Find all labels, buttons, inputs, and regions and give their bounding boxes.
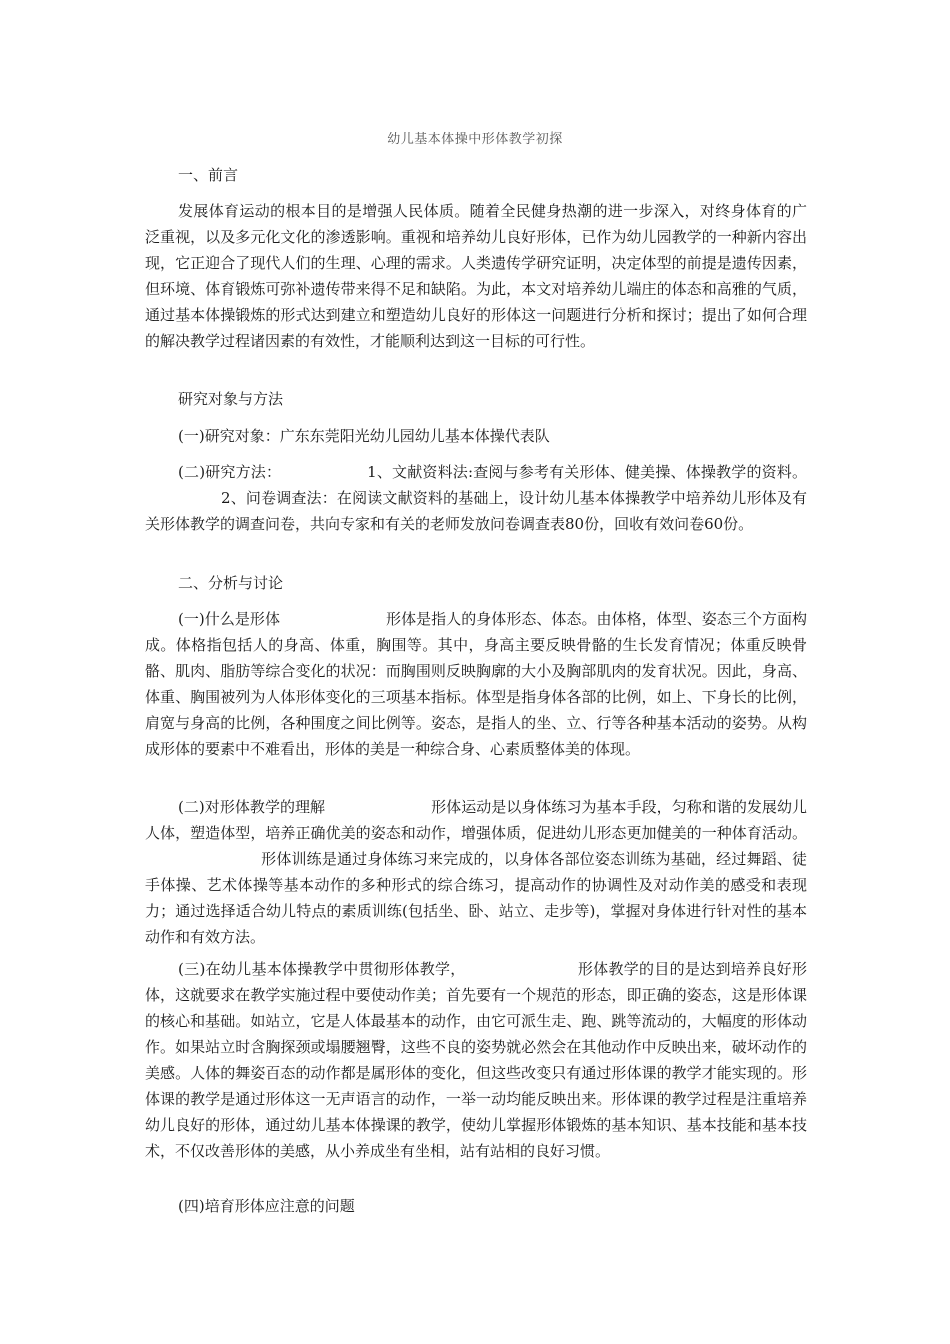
- understanding-body-2: 形体训练是通过身体练习来完成的，以身体各部位姿态训练为基础，经过舞蹈、徒手体操、艺术体操等基本动作的多种形式的综合练习，提高动作的协调性及对动作美的感受和表现力；通过选择适合幼儿特点的素质训练(包括坐、卧、站立、走步等)，掌握对身体进行针对性的基本动作和有效方法。: [145, 850, 807, 946]
- implementation-paragraph: [145, 956, 807, 1164]
- what-is-form-body: 形体是指人的身体形态、体态。由体格，体型、姿态三个方面构成。体格指包括人的身高、体重，胸围等。其中，身高主要反映骨骼的生长发育情况；体重反映骨骼、肌肉、脂肪等综合变化的状况：而胸围则反映胸廓的大小及胸部肌肉的发育状况。因此，身高、体重、胸围被列为人体形体变化的三项基本指标。体型是指身体各部的比例，如上、下身长的比例，肩宽与身高的比例，各种围度之间比例等。姿态，是指人的坐、立、行等各种基本活动的姿势。从构成形体的要素中不难看出，形体的美是一种综合身、心素质整体美的体现。: [145, 610, 807, 758]
- what-is-form-label: (一)什么是形体: [178, 610, 280, 628]
- attention-heading: (四)培育形体应注意的问题: [178, 1197, 355, 1215]
- research-object: (一)研究对象：广东东莞阳光幼儿园幼儿基本体操代表队: [178, 427, 550, 445]
- methods-literature: 1、文献资料法:查阅与参考有关形体、健美操、体操教学的资料。: [367, 463, 807, 481]
- document-title: 幼儿基本体操中形体教学初探: [387, 132, 563, 147]
- section-heading-preface: 一、前言: [178, 166, 239, 184]
- research-methods-paragraph: [145, 459, 807, 537]
- understanding-label: (二)对形体教学的理解: [178, 798, 326, 816]
- methods-label: (二)研究方法：: [178, 463, 282, 481]
- implementation-label: (三)在幼儿基本体操教学中贯彻形体教学，: [178, 960, 466, 978]
- research-heading: 研究对象与方法: [178, 390, 284, 408]
- section-heading-analysis: 二、分析与讨论: [178, 574, 284, 592]
- what-is-form-paragraph: [145, 606, 807, 762]
- understanding-body-1: 形体运动是以身体练习为基本手段，匀称和谐的发展幼儿人体，塑造体型，培养正确优美的姿态和动作，增强体质，促进幼儿形态更加健美的一种体育活动。: [145, 798, 807, 842]
- understanding-paragraph: [145, 794, 807, 950]
- methods-questionnaire: 2、问卷调查法：在阅读文献资料的基础上，设计幼儿基本体操教学中培养幼儿形体及有关形体教学的调查问卷，共向专家和有关的老师发放问卷调查表80份，回收有效问卷60份。: [145, 489, 807, 533]
- intro-paragraph: 发展体育运动的根本目的是增强人民体质。随着全民健身热潮的进一步深入，对终身体育的广泛重视，以及多元化文化的渗透影响。重视和培养幼儿良好形体，已作为幼儿园教学的一种新内容出现，它正迎合了现代人们的生理、心理的需求。人类遗传学研究证明，决定体型的前提是遗传因素，但环境、体育锻炼可弥补遗传带来得不足和缺陷。为此，本文对培养幼儿端庄的体态和高雅的气质，通过基本体操锻炼的形式达到建立和塑造幼儿良好的形体这一问题进行分析和探讨；提出了如何合理的解决教学过程诸因素的有效性，才能顺利达到这一目标的可行性。: [145, 202, 807, 350]
- implementation-body: 形体教学的目的是达到培养良好形体，这就要求在教学实施过程中要使动作美；首先要有一个规范的形态，即正确的姿态，这是形体课的核心和基础。如站立，它是人体最基本的动作，由它可派生走、跑、跳等流动的，大幅度的形体动作。如果站立时含胸探颈或塌腰翘臀，这些不良的姿势就必然会在其他动作中反映出来，破坏动作的美感。人体的舞姿百态的动作都是属形体的变化，但这些改变只有通过形体课的教学才能实现的。形体课的教学是通过形体这一无声语言的动作，一举一动均能反映出来。形体课的教学过程是注重培养幼儿良好的形体，通过幼儿基本体操课的教学，使幼儿掌握形体锻炼的基本知识、基本技能和基本技术，不仅改善形体的美感，从小养成坐有坐相，站有站相的良好习惯。: [145, 960, 807, 1160]
